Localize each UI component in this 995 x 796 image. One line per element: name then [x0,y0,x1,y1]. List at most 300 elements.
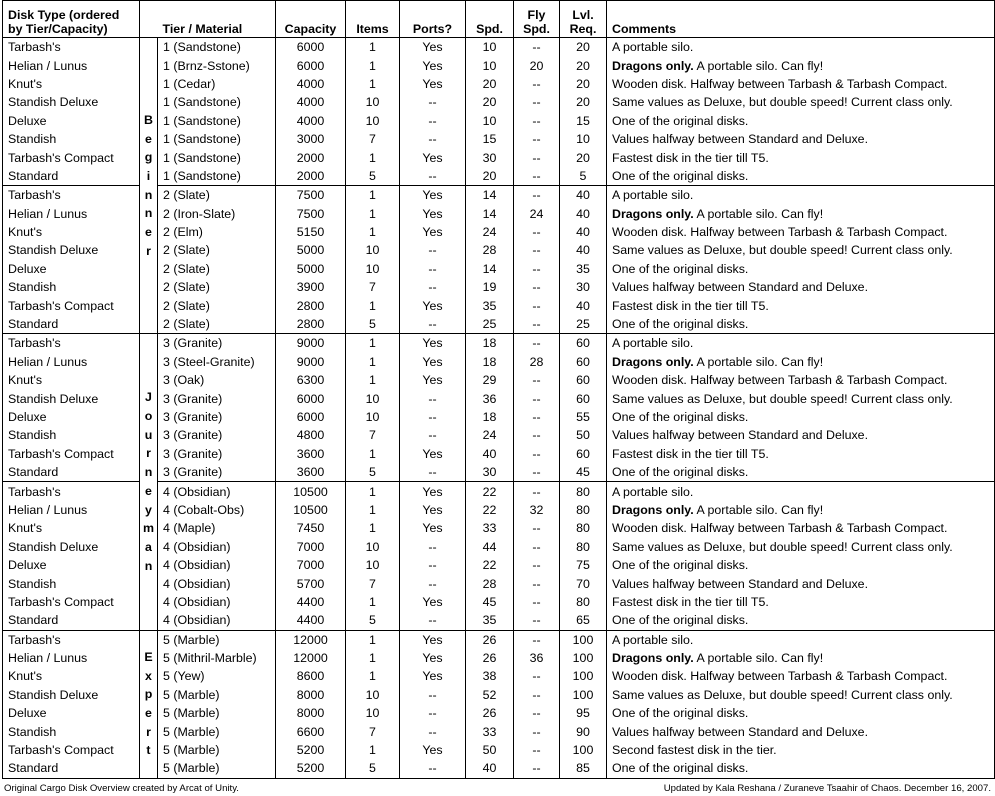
capacity-cell: 6300 [276,371,346,389]
disk-name-cell: Helian / Lunus [3,649,140,667]
level-req-cell: 15 [560,112,607,130]
ports-cell: -- [400,556,466,574]
disk-name-cell: Tarbash's Compact [3,741,140,759]
comment-cell [607,686,995,704]
items-cell: 1 [346,296,400,314]
fly-speed-cell: -- [514,574,560,592]
fly-speed-cell: -- [514,630,560,649]
disk-name-cell: Standish [3,426,140,444]
comment-cell [607,722,995,740]
ports-cell: -- [400,241,466,259]
capacity-cell: 5150 [276,223,346,241]
disk-name-cell: Knut's [3,519,140,537]
fly-speed-cell: -- [514,482,560,501]
items-cell: 1 [346,501,400,519]
comment-cell [607,334,995,353]
skill-level-letter: r [146,243,151,258]
capacity-cell: 2000 [276,167,346,186]
tier-material-cell: 2 (Slate) [158,186,276,205]
comment-text: Values halfway between Standard and Deluxe. [612,428,869,443]
comment-text: A portable silo. [612,632,694,647]
disk-name-cell: Standish Deluxe [3,93,140,111]
skill-level-letter: x [145,668,152,683]
fly-speed-cell: -- [514,38,560,57]
comment-cell [607,704,995,722]
tier-material-cell: 3 (Granite) [158,426,276,444]
comment-cell [607,426,995,444]
disk-name-cell: Deluxe [3,556,140,574]
skill-level-letter: u [144,427,153,442]
comment-cell [607,611,995,630]
disk-name-cell: Tarbash's [3,630,140,649]
ports-cell: -- [400,574,466,592]
tier-material-cell: 3 (Granite) [158,334,276,353]
tier-material-cell: 2 (Slate) [158,260,276,278]
disk-name-cell: Standish Deluxe [3,686,140,704]
ports-cell: -- [400,389,466,407]
comment-text: Wooden disk. Halfway between Tarbash & Tarbash Compact. [612,76,948,91]
comment-text: Fastest disk in the tier till T5. [612,298,769,313]
fly-speed-cell: -- [514,334,560,353]
tier-material-cell: 3 (Granite) [158,463,276,482]
ports-cell: -- [400,426,466,444]
skill-level-letter: n [144,465,153,480]
disk-name-cell: Standard [3,759,140,778]
fly-speed-cell: -- [514,371,560,389]
comment-cell [607,56,995,74]
ports-cell: Yes [400,667,466,685]
speed-cell: 26 [466,649,514,667]
ports-cell: Yes [400,593,466,611]
comment-cell [607,759,995,778]
level-req-cell: 30 [560,278,607,296]
items-cell: 10 [346,408,400,426]
comment-cell [607,593,995,611]
ports-cell: Yes [400,223,466,241]
capacity-cell: 4000 [276,75,346,93]
items-cell: 7 [346,278,400,296]
comment-cell [607,315,995,334]
skill-level-label [140,38,158,334]
skill-level-letter: J [145,390,152,405]
ports-cell: -- [400,130,466,148]
capacity-cell: 3600 [276,445,346,463]
speed-cell: 15 [466,130,514,148]
items-cell: 5 [346,759,400,778]
comment-text: One of the original disks. [612,558,749,573]
items-cell: 1 [346,741,400,759]
items-cell: 10 [346,389,400,407]
fly-speed-cell: -- [514,389,560,407]
ports-cell: -- [400,408,466,426]
fly-speed-cell: -- [514,759,560,778]
disk-name-cell: Helian / Lunus [3,205,140,223]
skill-level-letter: t [146,743,151,758]
comment-cell [607,556,995,574]
speed-cell: 33 [466,519,514,537]
comment-text: A portable silo. [612,484,694,499]
tier-material-cell: 1 (Sandstone) [158,112,276,130]
ports-cell: Yes [400,445,466,463]
comment-cell [607,408,995,426]
capacity-cell: 6000 [276,38,346,57]
ports-cell: Yes [400,630,466,649]
ports-cell: Yes [400,519,466,537]
level-req-cell: 55 [560,408,607,426]
capacity-cell: 6000 [276,408,346,426]
ports-cell: -- [400,722,466,740]
disk-name-cell: Standard [3,167,140,186]
tier-material-cell: 2 (Iron-Slate) [158,205,276,223]
comment-text: Wooden disk. Halfway between Tarbash & Tarbash Compact. [612,521,948,536]
capacity-cell: 8000 [276,686,346,704]
ports-cell: -- [400,611,466,630]
capacity-cell: 4400 [276,593,346,611]
level-req-cell: 80 [560,482,607,501]
capacity-cell: 7000 [276,556,346,574]
footer-credit-original: Original Cargo Disk Overview created by Arcat of Unity. [4,783,239,794]
table-row [3,630,995,649]
level-req-cell: 40 [560,241,607,259]
comment-cell [607,260,995,278]
comment-text: Fastest disk in the tier till T5. [612,594,769,609]
comment-cell [607,630,995,649]
header-ports: Ports? [400,1,466,38]
skill-level-letter: i [146,168,151,183]
disk-name-cell: Helian / Lunus [3,501,140,519]
disk-name-cell: Standish Deluxe [3,538,140,556]
ports-cell: Yes [400,148,466,166]
footer-credit-updated: Updated by Kala Reshana / Zuraneve Tsaahir of Chaos. December 16, 2007. [663,783,991,794]
capacity-cell: 5000 [276,241,346,259]
comment-cell [607,371,995,389]
comment-emphasis: Dragons only. [612,58,694,73]
items-cell: 1 [346,519,400,537]
disk-name-cell: Helian / Lunus [3,353,140,371]
ports-cell: Yes [400,741,466,759]
speed-cell: 20 [466,75,514,93]
items-cell: 1 [346,56,400,74]
tier-material-cell: 5 (Marble) [158,759,276,778]
tier-material-cell: 5 (Marble) [158,630,276,649]
header-fly-speed: Fly Spd. [514,1,560,38]
capacity-cell: 10500 [276,482,346,501]
skill-level-letter: r [146,446,151,461]
table-row [3,334,995,353]
comment-cell [607,389,995,407]
comment-text: One of the original disks. [612,168,749,183]
disk-name-cell: Helian / Lunus [3,56,140,74]
comment-cell [607,93,995,111]
items-cell: 10 [346,241,400,259]
speed-cell: 26 [466,630,514,649]
comment-cell [607,296,995,314]
comment-text: Wooden disk. Halfway between Tarbash & Tarbash Compact. [612,669,948,684]
level-req-cell: 60 [560,445,607,463]
comment-cell [607,649,995,667]
skill-level-letter: B [144,112,153,127]
ports-cell: Yes [400,75,466,93]
disk-name-cell: Tarbash's [3,482,140,501]
comment-text: One of the original disks. [612,410,749,424]
level-req-cell: 100 [560,630,607,649]
disk-name-cell: Tarbash's [3,334,140,353]
header-disk-type: Disk Type (ordered by Tier/Capacity) [3,1,140,38]
tier-material-cell: 4 (Cobalt-Obs) [158,501,276,519]
fly-speed-cell: -- [514,315,560,334]
tier-material-cell: 5 (Yew) [158,667,276,685]
disk-name-cell: Deluxe [3,408,140,426]
level-req-cell: 90 [560,722,607,740]
capacity-cell: 3600 [276,463,346,482]
skill-level-letter: r [146,724,151,739]
comment-text: A portable silo. Can fly! [693,651,824,666]
skill-level-letter: e [145,483,152,498]
speed-cell: 18 [466,334,514,353]
comment-cell [607,353,995,371]
disk-name-cell: Tarbash's [3,186,140,205]
ports-cell: Yes [400,501,466,519]
capacity-cell: 4000 [276,93,346,111]
ports-cell: Yes [400,371,466,389]
comment-cell [607,167,995,186]
disk-name-cell: Standard [3,315,140,334]
capacity-cell: 9000 [276,353,346,371]
skill-level-letter: e [145,706,152,721]
level-req-cell: 20 [560,38,607,57]
fly-speed-cell: -- [514,538,560,556]
speed-cell: 14 [466,186,514,205]
comment-text: Same values as Deluxe, but double speed! Current class only. [612,687,953,702]
speed-cell: 30 [466,463,514,482]
tier-material-cell: 4 (Obsidian) [158,593,276,611]
speed-cell: 35 [466,296,514,314]
disk-name-cell: Tarbash's [3,38,140,57]
tier-material-cell: 3 (Oak) [158,371,276,389]
fly-speed-cell: -- [514,426,560,444]
comment-text: Second fastest disk in the tier. [612,743,777,758]
comment-text: One of the original disks. [612,113,749,128]
ports-cell: -- [400,260,466,278]
level-req-cell: 100 [560,741,607,759]
speed-cell: 50 [466,741,514,759]
speed-cell: 30 [466,148,514,166]
header-items: Items [346,1,400,38]
skill-level-letter: m [142,521,155,536]
items-cell: 1 [346,148,400,166]
tier-material-cell: 1 (Sandstone) [158,38,276,57]
tier-material-cell: 4 (Obsidian) [158,538,276,556]
comment-emphasis: Dragons only. [612,651,694,666]
items-cell: 7 [346,130,400,148]
items-cell: 7 [346,426,400,444]
comment-text: Values halfway between Standard and Deluxe. [612,576,869,591]
capacity-cell: 7500 [276,205,346,223]
fly-speed-cell: -- [514,667,560,685]
skill-level-letter: n [144,206,153,221]
skill-level-letter: a [145,539,152,554]
capacity-cell: 2000 [276,148,346,166]
comment-cell [607,223,995,241]
comment-text: Same values as Deluxe, but double speed! Current class only. [612,539,953,554]
disk-table [2,0,995,779]
skill-level-letter: e [145,225,152,240]
tier-material-cell: 5 (Marble) [158,704,276,722]
speed-cell: 22 [466,501,514,519]
tier-material-cell: 3 (Granite) [158,445,276,463]
items-cell: 1 [346,38,400,57]
items-cell: 10 [346,704,400,722]
header-row [3,1,995,38]
ports-cell: -- [400,704,466,722]
disk-name-cell: Tarbash's Compact [3,296,140,314]
capacity-cell: 12000 [276,649,346,667]
speed-cell: 20 [466,93,514,111]
capacity-cell: 6600 [276,722,346,740]
capacity-cell: 5000 [276,260,346,278]
fly-speed-cell: -- [514,241,560,259]
fly-speed-cell: -- [514,519,560,537]
speed-cell: 22 [466,556,514,574]
speed-cell: 18 [466,353,514,371]
tier-material-cell: 2 (Slate) [158,241,276,259]
speed-cell: 14 [466,260,514,278]
level-req-cell: 40 [560,186,607,205]
fly-speed-cell: -- [514,296,560,314]
header-capacity: Capacity [276,1,346,38]
comment-text: One of the original disks. [612,465,749,480]
fly-speed-cell: -- [514,741,560,759]
level-req-cell: 20 [560,93,607,111]
comment-text: A portable silo. Can fly! [693,354,824,369]
disk-name-cell: Standard [3,463,140,482]
capacity-cell: 2800 [276,296,346,314]
comment-cell [607,667,995,685]
capacity-cell: 3000 [276,130,346,148]
header-tier: Tier / Material [158,1,276,38]
capacity-cell: 8600 [276,667,346,685]
level-req-cell: 95 [560,704,607,722]
ports-cell: Yes [400,56,466,74]
level-req-cell: 100 [560,667,607,685]
tier-material-cell: 4 (Obsidian) [158,574,276,592]
fly-speed-cell: -- [514,686,560,704]
level-req-cell: 20 [560,148,607,166]
comment-text: Same values as Deluxe, but double speed! Current class only. [612,391,953,406]
speed-cell: 20 [466,167,514,186]
capacity-cell: 5200 [276,759,346,778]
skill-level-letter: n [144,558,153,573]
items-cell: 5 [346,611,400,630]
ports-cell: Yes [400,38,466,57]
skill-level-letter: e [145,131,152,146]
header-speed: Spd. [466,1,514,38]
tier-material-cell: 1 (Brnz-Sstone) [158,56,276,74]
level-req-cell: 100 [560,649,607,667]
comment-text: A portable silo. [612,188,694,203]
speed-cell: 36 [466,389,514,407]
skill-level-letter: y [145,502,152,517]
fly-speed-cell: -- [514,463,560,482]
comment-cell [607,519,995,537]
level-req-cell: 50 [560,426,607,444]
disk-name-cell: Deluxe [3,704,140,722]
level-req-cell: 40 [560,205,607,223]
capacity-cell: 12000 [276,630,346,649]
ports-cell: -- [400,686,466,704]
disk-name-cell: Knut's [3,223,140,241]
ports-cell: Yes [400,649,466,667]
comment-text: One of the original disks. [612,761,749,776]
level-req-cell: 5 [560,167,607,186]
comment-cell [607,130,995,148]
level-req-cell: 10 [560,130,607,148]
disk-name-cell: Standish [3,278,140,296]
disk-name-cell: Tarbash's Compact [3,148,140,166]
ports-cell: -- [400,315,466,334]
fly-speed-cell: -- [514,223,560,241]
ports-cell: -- [400,538,466,556]
speed-cell: 24 [466,426,514,444]
capacity-cell: 6000 [276,389,346,407]
tier-material-cell: 2 (Slate) [158,296,276,314]
skill-level-letter: g [144,150,153,165]
comment-cell [607,112,995,130]
fly-speed-cell: 24 [514,205,560,223]
level-req-cell: 75 [560,556,607,574]
tier-material-cell: 4 (Obsidian) [158,611,276,630]
capacity-cell: 7500 [276,186,346,205]
comment-text: Values halfway between Standard and Deluxe. [612,280,869,295]
speed-cell: 22 [466,482,514,501]
items-cell: 1 [346,75,400,93]
comment-text: Same values as Deluxe, but double speed! Current class only. [612,243,953,258]
comment-text: One of the original disks. [612,613,749,628]
speed-cell: 10 [466,112,514,130]
speed-cell: 19 [466,278,514,296]
comment-cell [607,482,995,501]
items-cell: 5 [346,167,400,186]
level-req-cell: 45 [560,463,607,482]
ports-cell: -- [400,759,466,778]
tier-material-cell: 4 (Maple) [158,519,276,537]
capacity-cell: 4400 [276,611,346,630]
tier-material-cell: 1 (Sandstone) [158,148,276,166]
level-req-cell: 60 [560,371,607,389]
header-spacer [140,1,158,38]
capacity-cell: 4800 [276,426,346,444]
items-cell: 1 [346,649,400,667]
comment-text: Fastest disk in the tier till T5. [612,446,769,461]
tier-material-cell: 5 (Marble) [158,741,276,759]
fly-speed-cell: 36 [514,649,560,667]
fly-speed-cell: -- [514,704,560,722]
tier-material-cell: 3 (Steel-Granite) [158,353,276,371]
disk-name-cell: Deluxe [3,112,140,130]
capacity-cell: 2800 [276,315,346,334]
speed-cell: 26 [466,704,514,722]
speed-cell: 52 [466,686,514,704]
ports-cell: Yes [400,205,466,223]
level-req-cell: 80 [560,593,607,611]
skill-level-letter: E [144,649,153,664]
table-row [3,38,995,57]
tier-material-cell: 4 (Obsidian) [158,556,276,574]
speed-cell: 38 [466,667,514,685]
fly-speed-cell: -- [514,722,560,740]
speed-cell: 45 [466,593,514,611]
comment-text: One of the original disks. [612,706,749,721]
